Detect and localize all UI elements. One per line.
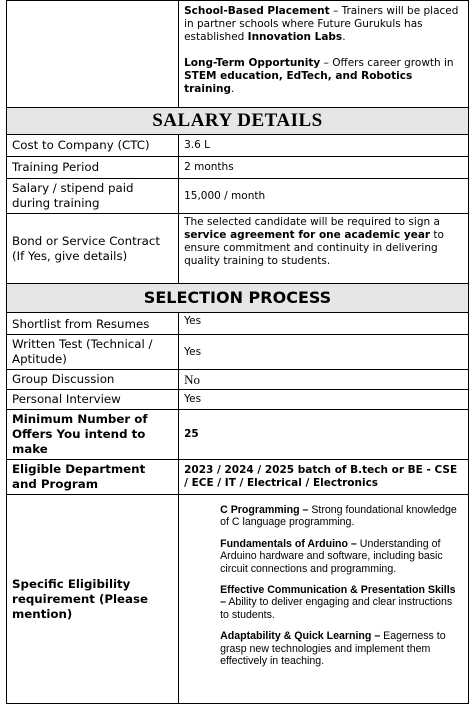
placement-bold: Innovation Labs	[247, 31, 343, 43]
opportunity-title: Long-Term Opportunity	[184, 57, 321, 69]
requirement-item	[220, 584, 463, 621]
specific-eligibility-label: Specific Eligibility requirement (Please mention)	[7, 495, 179, 704]
stipend-row	[7, 179, 469, 214]
written-test-row	[7, 335, 469, 370]
requirement-title: Effective Communication & Presentation Skills –	[220, 584, 456, 609]
selection-heading: SELECTION PROCESS	[143, 288, 332, 307]
requirement-text: Strong foundational knowledge of C language programming.	[220, 504, 457, 529]
requirement-item	[220, 630, 463, 667]
opportunity-text: – Offers career growth in	[320, 57, 454, 69]
bond-row	[7, 214, 469, 284]
group-discussion-label: Group Discussion	[7, 370, 179, 390]
shortlist-row	[7, 313, 469, 335]
salary-heading: SALARY DETAILS	[152, 110, 323, 131]
requirement-title: Adaptability & Quick Learning –	[220, 630, 381, 643]
requirement-text: Ability to deliver engaging and clear instructions to students.	[220, 596, 453, 621]
requirement-title: C Programming –	[220, 504, 309, 516]
placement-title: School-Based Placement	[184, 5, 330, 17]
specific-eligibility-cell	[179, 495, 469, 704]
selection-heading-row	[7, 284, 469, 313]
opportunity-end: .	[231, 83, 235, 95]
specific-eligibility-row	[7, 495, 469, 704]
shortlist-value: Yes	[179, 313, 469, 335]
bond-text: The selected candidate will be required to sign a	[184, 216, 440, 228]
placement-row	[7, 1, 469, 108]
selection-heading-cell	[7, 284, 469, 313]
requirement-item	[220, 538, 463, 575]
opportunity-bold: STEM education, EdTech, and Robotics training	[184, 70, 413, 95]
requirement-title: Fundamentals of Arduino –	[220, 537, 357, 550]
bond-label: Bond or Service Contract (If Yes, give details)	[7, 214, 179, 284]
eligible-value: 2023 / 2024 / 2025 batch of B.tech or BE - CSE / ECE / IT / Electrical / Electronics	[179, 460, 469, 495]
training-period-row	[7, 157, 469, 179]
bond-text-end: to ensure commitment and continuity in delivering quality training to students.	[184, 229, 444, 267]
group-discussion-value: No	[179, 370, 469, 390]
eligible-row	[7, 460, 469, 495]
written-test-value: Yes	[179, 335, 469, 370]
ctc-label: Cost to Company (CTC)	[7, 135, 179, 157]
placement-cell	[179, 1, 469, 108]
group-discussion-row	[7, 370, 469, 390]
placement-paragraph	[184, 5, 463, 44]
eligible-label: Eligible Department and Program	[7, 460, 179, 495]
shortlist-label: Shortlist from Resumes	[7, 313, 179, 335]
written-test-label: Written Test (Technical / Aptitude)	[7, 335, 179, 370]
opportunity-paragraph	[184, 57, 463, 96]
bond-bold: service agreement for one academic year	[184, 229, 431, 241]
job-details-table	[6, 0, 469, 704]
ctc-row	[7, 135, 469, 157]
requirement-text: Eagerness to grasp new technologies and implement them effectively in teaching.	[220, 630, 446, 668]
stipend-value: 15,000 / month	[179, 179, 469, 214]
requirement-item	[220, 504, 463, 529]
stipend-label: Salary / stipend paid during training	[7, 179, 179, 214]
offers-row	[7, 410, 469, 460]
placement-end: .	[342, 31, 346, 43]
ctc-value: 3.6 L	[179, 135, 469, 157]
interview-value: Yes	[179, 390, 469, 410]
training-period-value: 2 months	[179, 157, 469, 179]
bond-value	[179, 214, 469, 284]
placement-label-cell	[7, 1, 179, 108]
requirement-text: Understanding of Arduino hardware and software, including basic circuit connections and programming.	[220, 537, 443, 575]
salary-heading-cell	[7, 108, 469, 135]
interview-row	[7, 390, 469, 410]
training-period-label: Training Period	[7, 157, 179, 179]
interview-label: Personal Interview	[7, 390, 179, 410]
offers-label: Minimum Number of Offers You intend to make	[7, 410, 179, 460]
offers-value: 25	[179, 410, 469, 460]
placement-text: – Trainers will be placed in partner schools where Future Gurukuls has established	[184, 5, 459, 43]
salary-heading-row	[7, 108, 469, 135]
